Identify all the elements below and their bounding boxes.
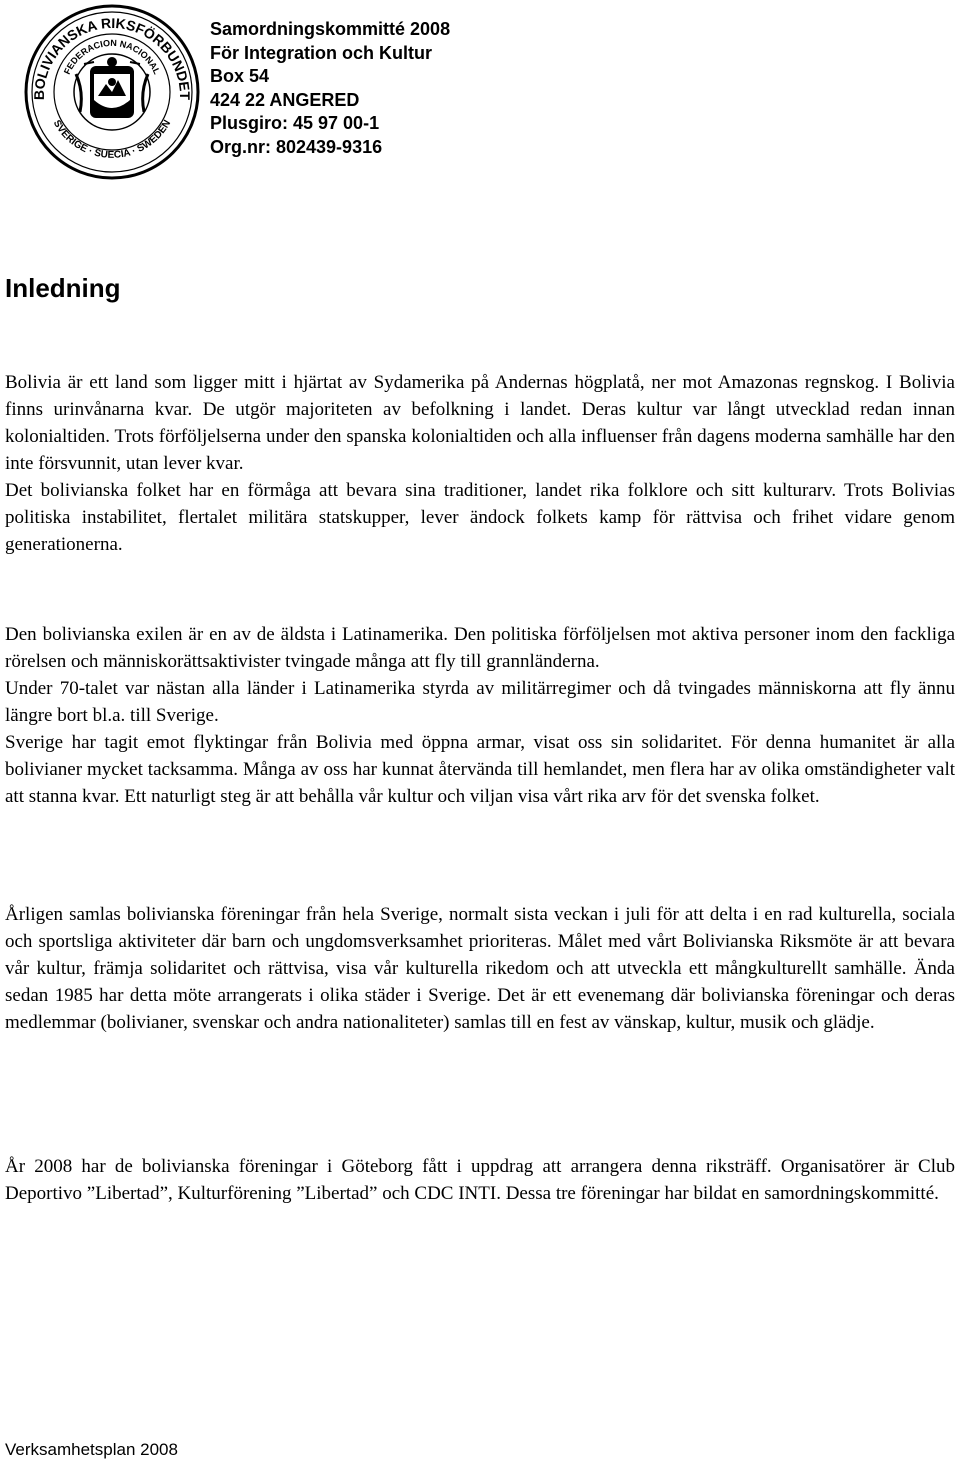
body-paragraph: Det bolivianska folket har en förmåga att bevara sina traditioner, landet rika folklore och sitt kulturarv. Trots Bolivias politiska instabilitet, flertalet militära statskupper, lever ändock folkets kamp för rättvisa och frihet vidare genom generationerna. <box>5 480 955 555</box>
logo-ring-top-text: BOLIVIANSKA RIKSFÖRBUNDET <box>30 14 194 101</box>
body-paragraph: År 2008 har de bolivianska föreningar i Göteborg fått i uppdrag att arrangera denna riksträff. Organisatörer är Club Deportivo ”Libertad”, Kulturförening ”Libertad” och CDC INTI. Dessa tre föreningar har bildat en samordningskommitté. <box>5 1156 955 1204</box>
organization-address-block <box>210 18 450 159</box>
body-paragraph: Bolivia är ett land som ligger mitt i hjärtat av Sydamerika på Andernas högplatå, ner mot Amazonas regnskog. I Bolivia finns urinvånarna kvar. De utgör majoriteten av befolkning i landet. Deras kultur var långt utvecklad redan innan kolonialtiden. Trots förföljelserna under den spanska kolonialtiden och alla influenser från dagens moderna samhälle har den inte försvunnit, utan lever kvar. <box>5 372 955 474</box>
logo-ring-inner-text: FEDERACION NACIONAL <box>61 37 163 76</box>
organization-box: Box 54 <box>210 66 270 86</box>
page-footer: Verksamhetsplan 2008 <box>5 1440 178 1459</box>
annual-meeting-section <box>5 901 955 1036</box>
organization-name: Samordningskommitté 2008 <box>210 19 451 39</box>
intro-section <box>5 369 955 558</box>
body-paragraph: Sverige har tagit emot flyktingar från Bolivia med öppna armar, visat oss sin solidaritet. För denna humanitet är alla bolivianer mycket tacksamma. Många av oss har kunnat återvända till hemlandet, men flera har av olika omständigheter valt att stanna kvar. Ett naturligt steg är att behålla vår kultur och viljan visa vårt rika arv för det svenska folket. <box>5 732 955 807</box>
organization-postal-address: 424 22 ANGERED <box>210 89 360 110</box>
federation-logo <box>24 4 200 180</box>
letterhead <box>0 0 960 180</box>
organization-plusgiro: Plusgiro: 45 97 00-1 <box>210 113 380 133</box>
exile-section <box>5 621 955 810</box>
organizers-section <box>5 1153 955 1207</box>
page-title: Inledning <box>5 273 121 303</box>
logo-ring-bottom-text: SVERIGE · SUECIA · SWEDEN <box>50 118 174 161</box>
organization-number: Org.nr: 802439-9316 <box>210 136 383 157</box>
body-paragraph: Den bolivianska exilen är en av de äldsta i Latinamerika. Den politiska förföljelsen mot aktiva personer inom den fackliga rörelsen och människorättsaktivister tvingade många att fly till grannländerna. <box>5 624 955 672</box>
body-paragraph: Under 70-talet var nästan alla länder i Latinamerika styrda av militärregimer och då tvingades människorna att fly ännu längre bort bl.a. till Sverige. <box>5 678 955 726</box>
organization-subtitle: För Integration och Kultur <box>210 42 432 63</box>
logo-emblem-icon <box>76 57 148 118</box>
body-paragraph: Årligen samlas bolivianska föreningar från hela Sverige, normalt sista veckan i juli för att delta i en rad kulturella, sociala och sportsliga aktiviteter där barn och ungdomsverksamhet prioriteras. Målet med vårt Bolivianska Riksmöte är att bevara vår kultur, främja solidaritet och rättvisa, visa vår kulturella rikedom och att utveckla ett mångkulturellt samhälle. Ända sedan 1985 har detta möte arrangerats i olika städer i Sverige. Det är ett evenemang där bolivianska föreningar och deras medlemmar (bolivianer, svenskar och andra nationaliteter) samlas till en fest av vänskap, kultur, musik och glädje. <box>5 904 955 1033</box>
